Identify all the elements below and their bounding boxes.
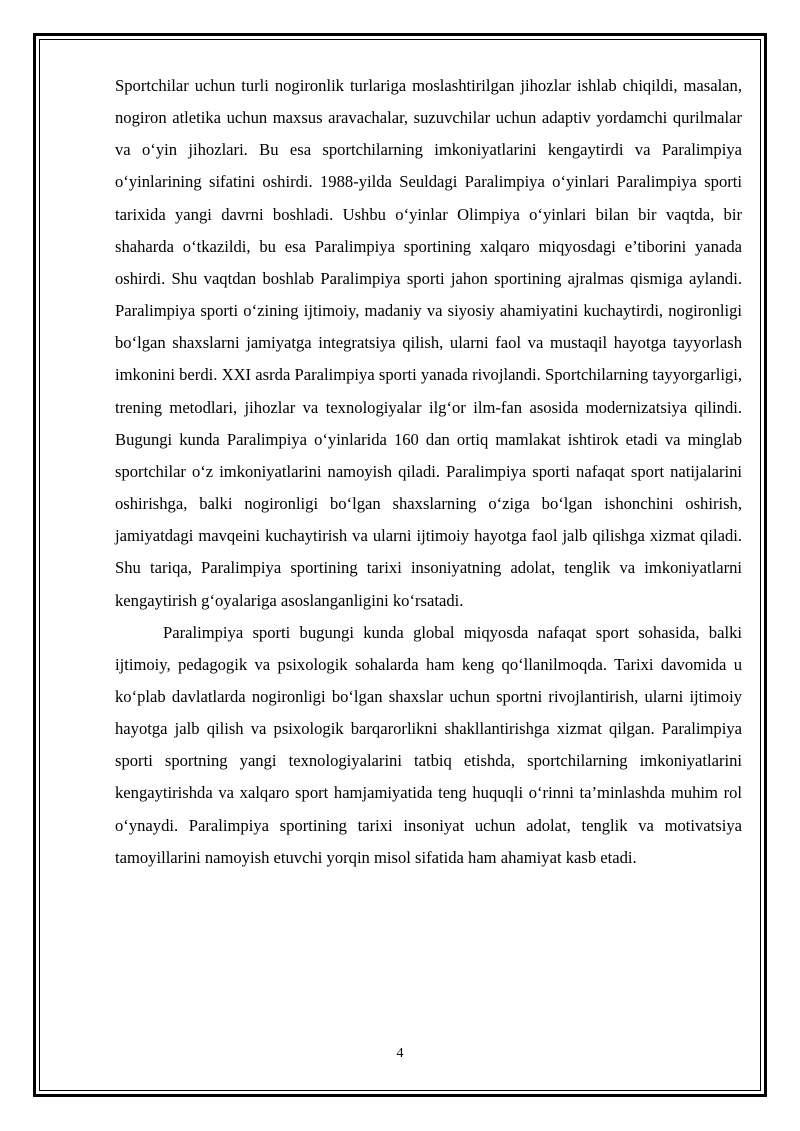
page-number: 4 — [396, 1046, 404, 1061]
paragraph-1: Sportchilar uchun turli nogironlik turlariga moslashtirilgan jihozlar ishlab chiqildi, masalan, nogiron atletika uchun maxsus aravachalar, suzuvchilar uchun adaptiv yordamchi qurilmalar va o‘yin jihozlari. Bu esa sportchilarning imkoniyatlarini kengaytirdi va Paralimpiya o‘yinlarining sifatini oshirdi. 1988-yilda Seuldagi Paralimpiya o‘yinlari Paralimpiya sporti tarixida yangi davrni boshladi. Ushbu o‘yinlar Olimpiya o‘yinlari bilan bir vaqtda, bir shaharda o‘tkazildi, bu esa Paralimpiya sportining xalqaro miqyosdagi e’tiborini yanada oshirdi. Shu vaqtdan boshlab Paralimpiya sporti jahon sportining ajralmas qismiga aylandi. Paralimpiya sporti o‘zining ijtimoiy, madaniy va siyosiy ahamiyatini kuchaytirdi, nogironligi bo‘lgan shaxslarni jamiyatga integratsiya qilish, ularni faol va mustaqil hayotga tayyorlash imkonini berdi. XXI asrda Paralimpiya sporti yanada rivojlandi. Sportchilarning tayyorgarligi, trening metodlari, jihozlar va texnologiyalar ilg‘or ilm-fan asosida modernizatsiya qilindi. Bugungi kunda Paralimpiya o‘yinlarida 160 dan ortiq mamlakat ishtirok etadi va minglab sportchilar o‘z imkoniyatlarini namoyish qiladi. Paralimpiya sporti nafaqat sport natijalarini oshirishga, balki nogironligi bo‘lgan shaxslarning o‘ziga bo‘lgan ishonchini oshirish, jamiyatdagi mavqeini kuchaytirish va ularni ijtimoiy hayotga faol jalb qilishga xizmat qiladi. Shu tariqa, Paralimpiya sportining tarixi insoniyatning adolat, tenglik va imkoniyatlarni kengaytirish g‘oyalariga asoslanganligini ko‘rsatadi. — [115, 76, 742, 610]
paragraph-2: Paralimpiya sporti bugungi kunda global miqyosda nafaqat sport sohasida, balki ijtimoiy, pedagogik va psixologik sohalarda ham keng qo‘llanilmoqda. Tarixi davomida u ko‘plab davlatlarda nogironligi bo‘lgan shaxslar uchun sportni rivojlantirish, ularni ijtimoiy hayotga jalb qilish va psixologik barqarorlikni shakllantirishga xizmat qilgan. Paralimpiya sporti sportning yangi texnologiyalarini tatbiq etishda, sportchilarning imkoniyatlarini kengaytirishda va xalqaro sport hamjamiyatida teng huquqli o‘rinni ta’minlashda muhim rol o‘ynaydi. Paralimpiya sportining tarixi insoniyat uchun adolat, tenglik va motivatsiya tamoyillarini namoyish etuvchi yorqin misol sifatida ham ahamiyat kasb etadi. — [115, 622, 742, 867]
document-body — [115, 70, 742, 874]
